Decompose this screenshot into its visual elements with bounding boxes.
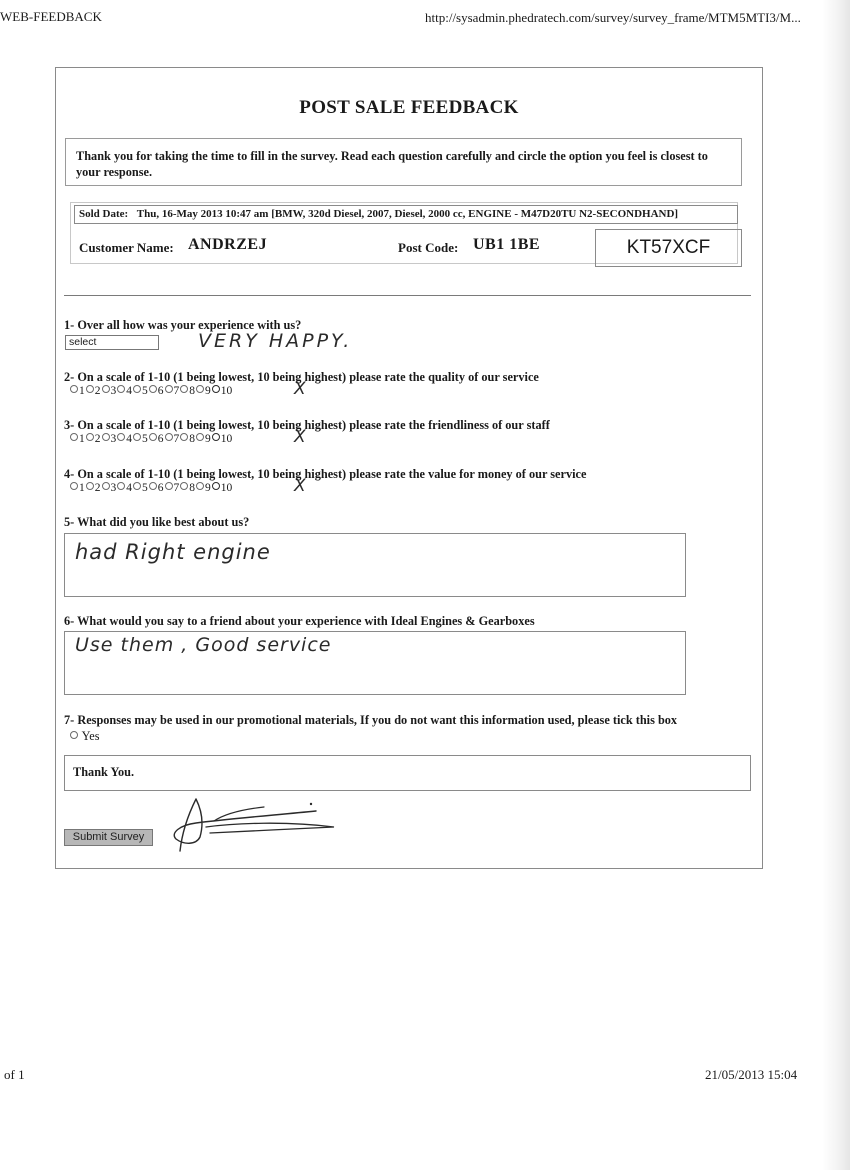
question-6-textarea[interactable]: [64, 631, 686, 695]
rating-option-label: 1: [79, 385, 85, 397]
rating-option[interactable]: [117, 433, 132, 445]
section-divider: [64, 295, 751, 296]
rating-radio[interactable]: [86, 385, 94, 393]
rating-option-label: 3: [110, 482, 117, 494]
registration-plate-box: KT57XCF: [595, 229, 742, 267]
rating-radio[interactable]: [212, 385, 220, 393]
rating-radio[interactable]: [149, 482, 157, 490]
rating-option[interactable]: [70, 433, 85, 445]
thank-you-text: Thank You.: [73, 765, 135, 779]
print-header-url: http://sysadmin.phedratech.com/survey/survey_frame/MTM5MTI3/M...: [425, 10, 801, 25]
rating-radio[interactable]: [86, 433, 94, 441]
rating-option[interactable]: [196, 482, 211, 494]
sold-date-row: [74, 205, 738, 224]
rating-radio[interactable]: [212, 482, 220, 490]
intro-text: Thank you for taking the time to fill in the survey. Read each question carefully and circle the option you feel is closest to your response.: [76, 149, 708, 179]
print-footer-timestamp: 21/05/2013 15:04: [705, 1067, 798, 1082]
rating-radio[interactable]: [133, 482, 141, 490]
rating-option-label: 2: [94, 482, 101, 494]
thank-you-box: [64, 755, 751, 791]
rating-option[interactable]: [117, 482, 132, 494]
vehicle-details: [BMW, 320d Diesel, 2007, Diesel, 2000 cc, ENGINE - M47D20TU N2-SECONDHAND]: [271, 208, 679, 220]
rating-option-label: 2: [94, 433, 101, 445]
rating-radio[interactable]: [196, 482, 204, 490]
rating-option-label: 2: [94, 385, 101, 397]
rating-mark-friendliness: X: [294, 427, 306, 447]
rating-option[interactable]: [180, 433, 195, 445]
question-1-text: 1- Over all how was your experience with us?: [64, 318, 302, 332]
question-2-text: 2- On a scale of 1-10 (1 being lowest, 10 being highest) please rate the quality of our service: [64, 370, 539, 384]
rating-option-label: 1: [79, 482, 85, 494]
rating-option[interactable]: [180, 385, 195, 397]
promo-optout-label: Yes: [81, 729, 100, 743]
rating-option[interactable]: [86, 433, 101, 445]
rating-radio[interactable]: [70, 482, 78, 490]
experience-select[interactable]: select: [65, 335, 159, 350]
question-5-text: 5- What did you like best about us?: [64, 515, 250, 529]
rating-option[interactable]: [212, 385, 233, 397]
rating-option-label: 7: [173, 385, 180, 397]
question-6-text: 6- What would you say to a friend about your experience with Ideal Engines & Gearboxes: [64, 614, 535, 628]
promo-optout-radio[interactable]: [70, 731, 78, 739]
rating-option[interactable]: [102, 482, 117, 494]
rating-option-label: 10: [220, 385, 233, 397]
rating-option-label: 8: [189, 433, 195, 445]
rating-option-label: 9: [205, 433, 211, 445]
rating-option[interactable]: [133, 433, 148, 445]
rating-option-label: 8: [189, 385, 195, 397]
rating-option[interactable]: [180, 482, 195, 494]
rating-option-label: 3: [110, 385, 117, 397]
submit-survey-button[interactable]: Submit Survey: [64, 829, 153, 846]
rating-radio[interactable]: [180, 385, 188, 393]
promo-optout-option[interactable]: [70, 729, 100, 744]
scan-edge-shadow: [822, 0, 850, 1170]
rating-option[interactable]: [70, 482, 85, 494]
feedback-form: [55, 67, 763, 869]
question-7-text: 7- Responses may be used in our promotional materials, If you do not want this information used, please tick this box: [64, 713, 678, 727]
rating-radio[interactable]: [165, 482, 173, 490]
rating-group-quality: [70, 385, 233, 397]
rating-option[interactable]: [102, 385, 117, 397]
question-3-text: 3- On a scale of 1-10 (1 being lowest, 10 being highest) please rate the friendliness of our staff: [64, 418, 550, 432]
rating-option[interactable]: [196, 433, 211, 445]
rating-option[interactable]: [117, 385, 132, 397]
question-6-handwritten-answer: Use them , Good service: [75, 634, 332, 656]
rating-option[interactable]: [212, 482, 233, 494]
rating-option[interactable]: [196, 385, 211, 397]
form-title: POST SALE FEEDBACK: [299, 97, 519, 118]
rating-radio[interactable]: [165, 385, 173, 393]
rating-option-label: 5: [142, 385, 148, 397]
rating-group-friendliness: [70, 433, 233, 445]
rating-radio[interactable]: [117, 433, 125, 441]
rating-option[interactable]: [102, 433, 117, 445]
customer-name-value: ANDRZEJ: [188, 236, 268, 253]
rating-option[interactable]: [133, 385, 148, 397]
rating-radio[interactable]: [117, 385, 125, 393]
sold-date-label: Sold Date:: [79, 208, 129, 220]
sale-details-panel: [70, 202, 738, 264]
rating-option-label: 4: [126, 482, 132, 494]
rating-option[interactable]: [212, 433, 233, 445]
sold-date-value: Thu, 16-May 2013 10:47 am: [136, 208, 269, 220]
rating-option-label: 3: [110, 433, 117, 445]
rating-radio[interactable]: [196, 385, 204, 393]
post-code-value: UB1 1BE: [473, 236, 541, 253]
rating-option-label: 9: [205, 385, 211, 397]
rating-option-label: 10: [220, 433, 233, 445]
rating-option[interactable]: [165, 385, 180, 397]
rating-option[interactable]: [165, 433, 180, 445]
rating-option[interactable]: [133, 482, 148, 494]
rating-radio[interactable]: [117, 482, 125, 490]
customer-signature: [166, 793, 346, 855]
rating-radio[interactable]: [165, 433, 173, 441]
rating-option[interactable]: [149, 482, 164, 494]
rating-option[interactable]: [165, 482, 180, 494]
rating-mark-value: X: [294, 476, 306, 496]
post-code-label: Post Code:: [398, 240, 459, 255]
rating-group-value: [70, 482, 233, 494]
rating-radio[interactable]: [212, 433, 220, 441]
rating-option-label: 6: [157, 482, 164, 494]
rating-radio[interactable]: [180, 433, 188, 441]
rating-radio[interactable]: [133, 385, 141, 393]
rating-option-label: 8: [189, 482, 195, 494]
rating-radio[interactable]: [102, 433, 110, 441]
rating-option[interactable]: [70, 385, 85, 397]
rating-radio[interactable]: [180, 482, 188, 490]
rating-option-label: 1: [79, 433, 85, 445]
rating-radio[interactable]: [102, 482, 110, 490]
question-4-text: 4- On a scale of 1-10 (1 being lowest, 10 being highest) please rate the value for money of our service: [64, 467, 587, 481]
rating-radio[interactable]: [86, 482, 94, 490]
rating-option-label: 5: [142, 433, 148, 445]
rating-option-label: 7: [173, 433, 180, 445]
rating-option[interactable]: [149, 433, 164, 445]
rating-option[interactable]: [86, 385, 101, 397]
question-5-handwritten-answer: had Right engine: [75, 540, 271, 564]
rating-option-label: 10: [220, 482, 233, 494]
rating-radio[interactable]: [196, 433, 204, 441]
print-footer-page: of 1: [4, 1067, 25, 1082]
rating-radio[interactable]: [102, 385, 110, 393]
intro-box: [65, 138, 742, 186]
rating-option-label: 9: [205, 482, 211, 494]
rating-option[interactable]: [86, 482, 101, 494]
rating-option-label: 4: [126, 433, 132, 445]
rating-radio[interactable]: [133, 433, 141, 441]
rating-option-label: 6: [157, 385, 164, 397]
rating-radio[interactable]: [70, 433, 78, 441]
rating-radio[interactable]: [70, 385, 78, 393]
rating-radio[interactable]: [149, 385, 157, 393]
question-1-handwritten-answer: VERY HAPPY.: [198, 330, 353, 352]
print-header-title: WEB-FEEDBACK: [0, 9, 102, 24]
rating-option[interactable]: [149, 385, 164, 397]
rating-option-label: 4: [126, 385, 132, 397]
rating-mark-quality: X: [294, 379, 306, 399]
customer-name-label: Customer Name:: [79, 240, 174, 255]
rating-option-label: 5: [142, 482, 148, 494]
rating-option-label: 7: [173, 482, 180, 494]
question-5-textarea[interactable]: [64, 533, 686, 597]
rating-radio[interactable]: [149, 433, 157, 441]
rating-option-label: 6: [157, 433, 164, 445]
